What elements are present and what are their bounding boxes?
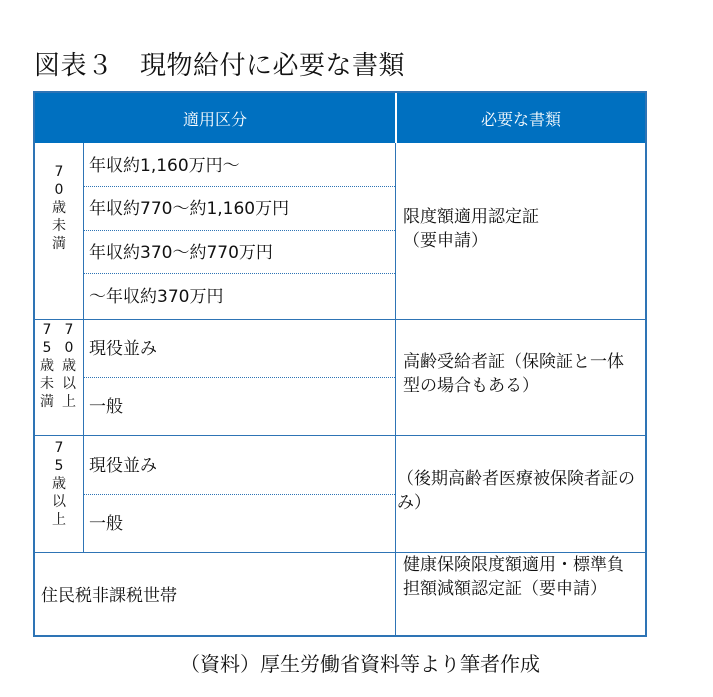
row-label: 一般 <box>89 514 123 534</box>
row-divider <box>83 230 395 231</box>
header-divider <box>395 93 397 143</box>
doc-limit-certificate: 限度額適用認定証 （要申請） <box>403 207 539 251</box>
figure-title: 図表３ 現物給付に必要な書類 <box>34 51 406 81</box>
doc-late-elderly-certificate: （後期高齢者医療被保険者証のみ） <box>397 469 635 513</box>
source-caption: （資料）厚生労働省資料等より筆者作成 <box>180 652 540 676</box>
doc-column-border <box>395 143 396 637</box>
row-label: 現役並み <box>89 455 157 476</box>
row-divider <box>83 377 395 378</box>
group-label-under70: 70歳未満 <box>52 164 66 252</box>
doc-elderly-certificate: 高齢受給者証（保険証と一体型の場合もある） <box>403 352 624 396</box>
doc-reduction-certificate: 健康保険限度額適用・標準負担額減額認定証（要申請） <box>403 555 624 599</box>
row-divider <box>83 494 395 495</box>
group-divider <box>35 319 645 320</box>
row-label: 現役並み <box>89 339 157 359</box>
row-divider <box>83 186 395 187</box>
group-label-75plus: 75歳以上 <box>52 440 66 528</box>
row-divider <box>83 273 395 274</box>
row-label: 一般 <box>89 397 123 417</box>
header-documents: 必要な書類 <box>397 93 645 143</box>
row-label: 年収約1,160万円～ <box>89 155 240 176</box>
header-category: 適用区分 <box>35 93 395 143</box>
row-label-residence-tax-exempt: 住民税非課税世帯 <box>41 585 177 606</box>
group-label-under75: 75歳未満 <box>40 322 54 410</box>
group-label-70plus: 70歳以上 <box>62 322 76 410</box>
row-label: ～年収約370万円 <box>89 287 224 307</box>
documents-table <box>33 91 647 637</box>
group-divider <box>35 435 645 436</box>
row-label: 年収約770～約1,160万円 <box>89 199 290 219</box>
row-label: 年収約370～約770万円 <box>89 242 273 263</box>
